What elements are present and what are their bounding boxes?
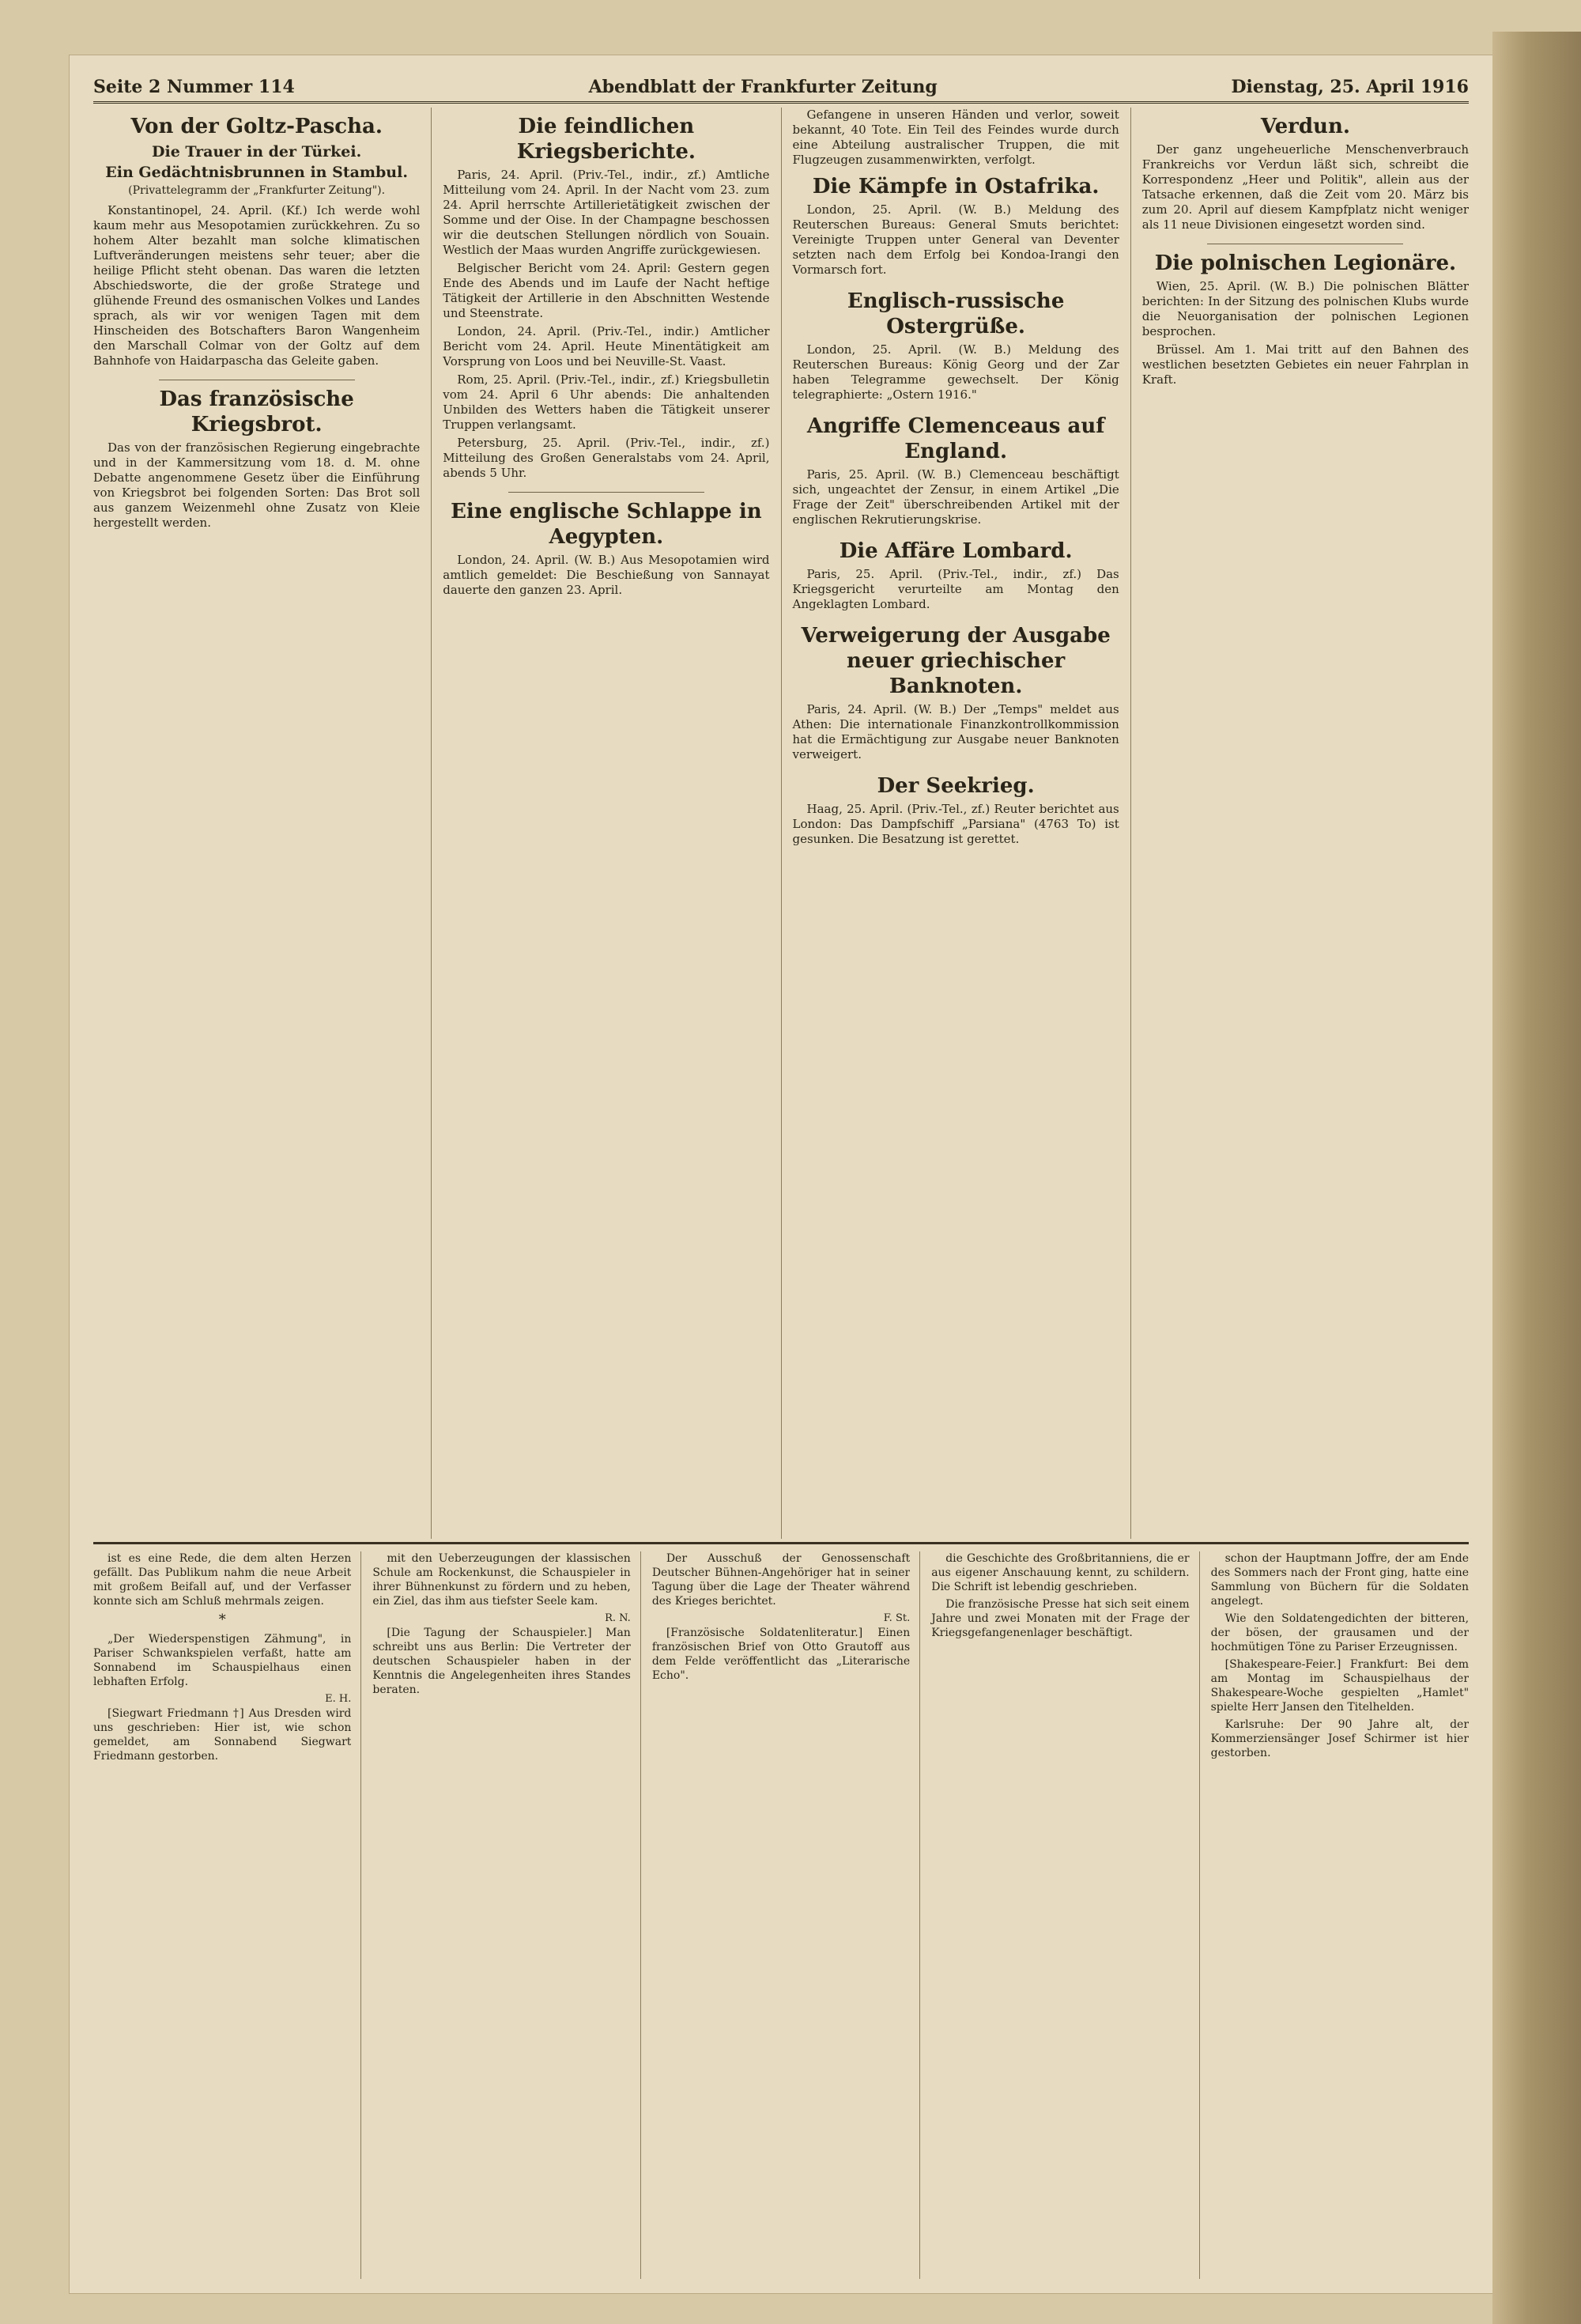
headline: Eine englische Schlappe in Aegypten. [451,500,762,549]
headline: Die Affäre Lombard. [839,539,1073,563]
headline: Die feindlichen Kriegsberichte. [516,115,696,164]
article-body: London, 25. April. (W. B.) Meldung des Reuterschen Bureaus: König Georg und der Zar haben Telegramme gewechselt. Der König telegraphierte: „Ostern 1916." [792,342,1119,402]
article-body: Paris, 24. April. (W. B.) Der „Temps" meldet aus Athen: Die internationale Finanzkontrollkommission hat die Ermächtigung zur Ausgabe neuer Banknoten verweigert. [792,702,1119,761]
article-body: Paris, 25. April. (Priv.-Tel., indir., zf.) Das Kriegsgericht verurteilte am Montag den Angeklagten Lombard. [792,567,1119,611]
article-body: Haag, 25. April. (Priv.-Tel., zf.) Reuter berichtet aus London: Das Dampfschiff „Parsiana" (4763 To) ist gesunken. Die Besatzung ist gerettet. [792,802,1119,846]
column-1 [93,108,420,1539]
feuilleton-column-5: schon der Hauptmann Joffre, der am Ende des Sommers nach der Front ging, hatte eine Sammlung von Büchern für die Soldaten angelegt. Wie den Soldatengedichten der bitteren, der bösen, der grausamen und der hochmütigen Töne zu Pariser Erzeugnissen. [Shakespeare-Feier.] Frankfurt: Bei dem am Montag im Schauspielhaus der Shakespeare-Woche gespielten „Hamlet" spielte Herr Jansen den Titelhelden. Karlsruhe: Der 90 Jahre alt, der Kommerziensänger Josef Schirmer ist hier gestorben. [1199,1551,1469,2279]
article-aegypten [443,499,769,598]
article-body: Der ganz ungeheuerliche Menschenverbrauch Frankreichs vor Verdun läßt sich, schreibt die Korrespondenz „Heer und Politik", allein aus der Tatsache erkennen, daß die Zeit vom 20. März bis zum 20. April auf diesem Kampfplatz nicht weniger als 11 neue Divisionen eingesetzt worden sind. [1141,142,1469,232]
article-body: Paris, 24. April. (Priv.-Tel., indir., zf.) Amtliche Mitteilung vom 24. April. In der Nacht vom 23. zum 24. April herrschte Artillerietätigkeit zwischen der Somme und der Oise. In der Champagne beschossen wir die deutschen Stellungen nördlich von Souain. Westlich der Maas wurden Angriffe zurückgewiesen. Belgischer Bericht vom 24. April: Gestern gegen Ende des Abends und im Laufe der Nacht heftige Tätigkeit der Artillerie in den Abschnitten Westende und Steenstrate. London, 24. April. (Priv.-Tel., indir.) Amtlicher Bericht vom 24. April. Heute Minentätigkeit am Vorsprung von Loos und bei Neuville-St. Vaast. Rom, 25. April. (Priv.-Tel., indir., zf.) Kriegsbulletin vom 24. April 6 Uhr abends: Die anhaltenden Unbilden des Wetters haben die Tätigkeit unserer Truppen verlangsamt. Petersburg, 25. April. (Priv.-Tel., indir., zf.) Mitteilung des Großen Generalstabs vom 24. April, abends 5 Uhr. [443,168,770,480]
article-continuation: Gefangene in unseren Händen und verlor, soweit bekannt, 40 Tote. Ein Teil des Feindes wurde durch eine Abteilung australischer Truppen, die mit Flugzeugen zusammenwirkten, verfolgt. [792,108,1119,167]
divider-rule [508,492,704,493]
article-body: Konstantinopel, 24. April. (Kf.) Ich werde wohl kaum mehr aus Mesopotamien zurückkehren. Zu so hohem Alter bezahlt man solche klimatischen Luftveränderungen meistens sehr teuer; aber die heilige Pflicht steht obenan. Das waren die letzten Abschiedsworte, die der große Stratege und glühende Freund des osmanischen Volkes und Landes sprach, als wir vor wenigen Tagen mit dem Hinscheiden des Botschafters Baron Wangenheim den Marschall Colmar von der Goltz auf dem Bahnhofe von Haidarpascha das Geleite gaben. [93,203,421,368]
newspaper-page [70,55,1492,2293]
feuilleton-column-4: die Geschichte des Großbritanniens, die er aus eigener Anschauung kennt, zu schildern. Die Schrift ist lebendig geschrieben. Die französische Presse hat sich seit einem Jahre und zwei Monaten mit der Frage der Kriegsgefangenenlager beschäftigt. [919,1551,1189,2279]
article-body: Paris, 25. April. (W. B.) Clemenceau beschäftigt sich, ungeachtet der Zensur, in einem Artikel „Die Frage der Zeit" überschreibenden Artikel mit der englischen Rekrutierungskrise. [792,467,1119,527]
headline: Die polnischen Legionäre. [1154,251,1457,275]
article-verdun [1142,114,1469,232]
article-kriegsbrot [93,387,420,531]
article-goltz [93,114,420,368]
article-kriegsberichte [443,114,769,481]
article-body: Wien, 25. April. (W. B.) Die polnischen Blätter berichten: In der Sitzung des polnischen Klubs wurde die Neuorganisation der polnischen Legionen besprochen. Brüssel. Am 1. Mai tritt auf den Bahnen des westlichen besetzten Gebietes ein neuer Fahrplan in Kraft. [1141,279,1469,387]
feuilleton-column-3: Der Ausschuß der Genossenschaft Deutscher Bühnen-Angehöriger hat in seiner Tagung über die Lage der Theater während des Krieges berichtet. F. St. [Französische Soldatenliteratur.] Einen französischen Brief von Otto Grautoff aus dem Felde veröffentlicht das „Literarische Echo". [640,1551,910,2279]
article-ostergruesse [793,289,1119,402]
column-4 [1130,108,1469,1539]
byline: (Privattelegramm der „Frankfurter Zeitung"). [128,184,386,197]
newspaper-title: Abendblatt der Frankfurter Zeitung [588,77,938,97]
page-number: Seite 2 Nummer 114 [93,77,295,97]
article-body: Das von der französischen Regierung eingebrachte und in der Kammersitzung vom 18. d. M. ohne Debatte angenommene Gesetz über die Einführung von Kriegsbrot bei folgenden Sorten: Das Brot soll aus ganzem Weizenmehl ohne Zusatz von Kleie hergestellt werden. [93,440,421,530]
article-banknoten [793,623,1119,762]
article-legionaere [1142,251,1469,387]
column-2 [431,108,769,1539]
headline: Von der Goltz-Pascha. [130,115,383,138]
book-binding-edge [1492,32,1581,2324]
feuilleton [93,1551,1469,2279]
feuilleton-rule [93,1542,1469,1544]
issue-date: Dienstag, 25. April 1916 [1231,77,1469,97]
feuilleton-column-1: ist es eine Rede, die dem alten Herzen gefällt. Das Publikum nahm die neue Arbeit mit großem Beifall auf, und der Verfasser konnte sich am Schluß mehrmals zeigen. * „Der Wiederspenstigen Zähmung", in Pariser Schwankspielen verfaßt, hatte am Sonnabend im Schauspielhaus einen lebhaften Erfolg. E. H. [Siegwart Friedmann †] Aus Dresden wird uns geschrieben: Hier ist, wie schon gemeldet, am Sonnabend Siegwart Friedmann gestorben. [93,1552,352,1763]
headline: Der Seekrieg. [877,774,1035,798]
headline: Das französische Kriegsbrot. [159,387,354,436]
article-seekrieg [793,773,1119,847]
article-body: London, 24. April. (W. B.) Aus Mesopotamien wird amtlich gemeldet: Die Beschießung von Sannayat dauerte den ganzen 23. April. [443,553,770,597]
article-ostafrika [793,174,1119,278]
subheadline: Ein Gedächtnisbrunnen in Stambul. [105,164,408,181]
author-initials: R. N. [605,1612,631,1624]
article-body: London, 25. April. (W. B.) Meldung des Reuterschen Bureaus: General Smuts berichtet: Vereinigte Truppen unter General van Deventer setzten nach dem Erfolg bei Kondoa-Irangi den Vormarsch fort. [792,202,1119,277]
upper-columns [93,108,1469,1539]
headline: Englisch-russische Ostergrüße. [847,289,1065,338]
subheadline: Die Trauer in der Türkei. [152,143,362,161]
author-initials: E. H. [325,1693,352,1705]
headline: Angriffe Clemenceaus auf England. [806,414,1105,463]
article-lombard [793,538,1119,612]
masthead [93,73,1469,104]
headline: Verweigerung der Ausgabe neuer griechischer Banknoten. [801,624,1111,698]
author-initials: F. St. [883,1612,911,1624]
headline: Die Kämpfe in Ostafrika. [812,175,1100,198]
column-3 [781,108,1119,1539]
headline: Verdun. [1260,115,1350,138]
star-separator: * [218,1612,226,1628]
feuilleton-column-2: mit den Ueberzeugungen der klassischen Schule am Rockenkunst, die Schauspieler in ihrer Bühnenkunst zu fördern und zu heben, ein Ziel, das ihm aus tiefster Seele kam. R. N. [Die Tagung der Schauspieler.] Man schreibt uns aus Berlin: Die Vertreter der deutschen Schauspieler haben in der Kenntnis die Angelegenheiten ihres Standes beraten. [360,1551,630,2279]
article-clemenceau [793,414,1119,527]
